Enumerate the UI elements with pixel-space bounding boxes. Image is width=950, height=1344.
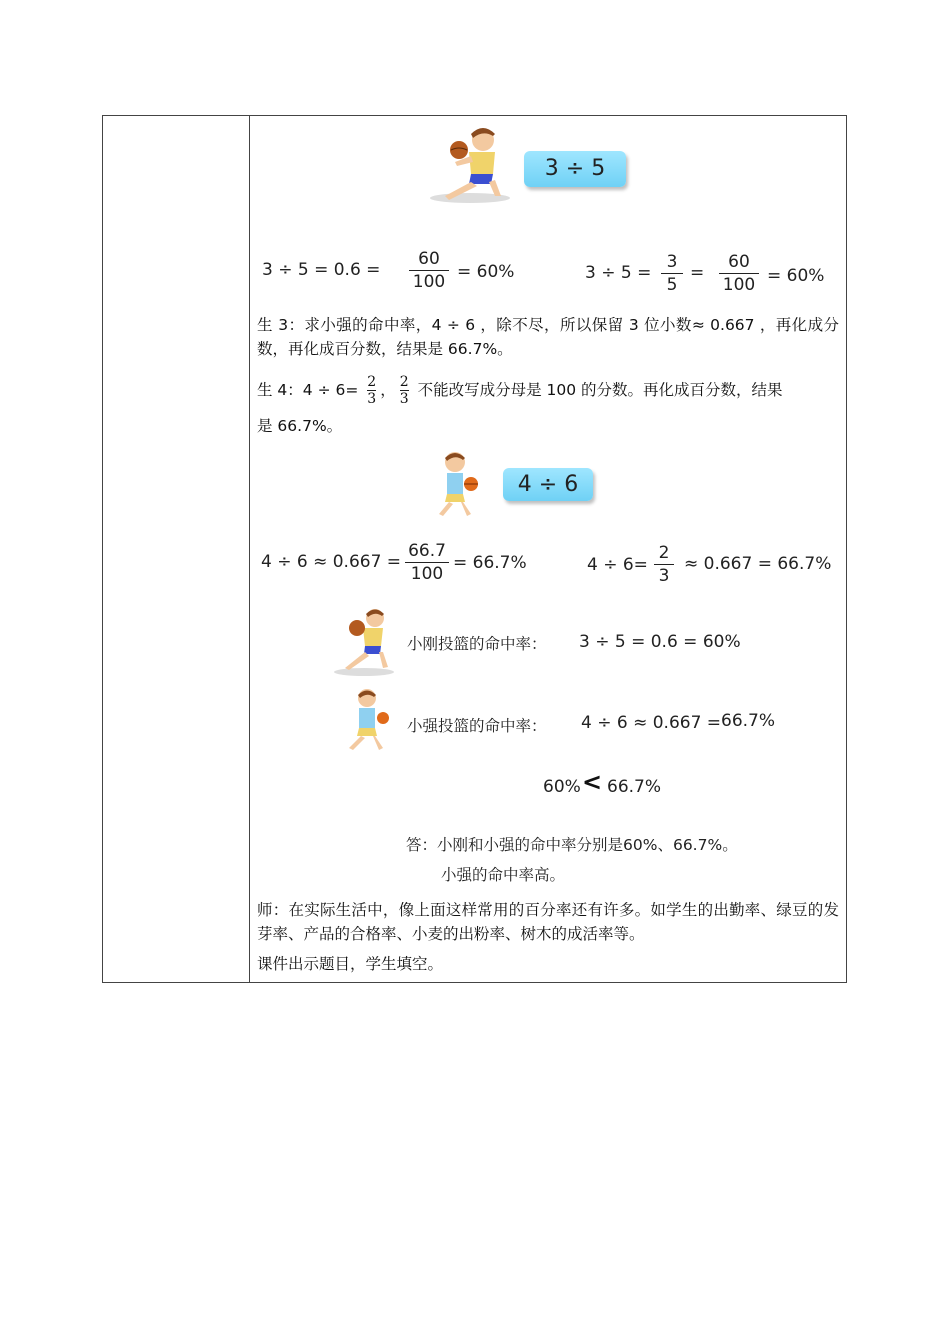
compare-right: 66.7% [607,777,662,797]
denominator: 100 [722,275,756,295]
numerator: 2 [658,543,670,563]
comma: ， [380,381,396,399]
xiaogang-calc: 3 ÷ 5 = 0.6 = 60% [579,632,741,652]
numerator: 2 [399,374,409,390]
numerator: 60 [418,249,440,269]
student3-paragraph: 生 3：求小强的命中率，4 ÷ 6 ，除不尽，所以保留 3 位小数≈ 0.667 ，再化成分数，再化成百分数，结果是 66.7%。 [257,316,839,358]
fraction-bar [405,562,449,563]
fraction-2-3-second [400,374,409,407]
calc-right-part1: 3 ÷ 5 = [585,263,652,283]
basketball-player-standing-illustration [423,448,483,520]
calc-left-result: = 60% [457,262,515,282]
fraction-bar [661,273,683,274]
expression-text: 3 ÷ 5 [544,156,606,181]
expression-text: 4 ÷ 6 [517,472,579,497]
calc-right-result: = 60% [767,266,825,286]
teacher-paragraph: 师：在实际生活中，像上面这样常用的百分率还有许多。如学生的出勤率、绿豆的发芽率、产品的合格率、小麦的出粉率、树木的成活率等。 [257,901,839,943]
compare-left: 60% [543,777,581,797]
xiaoqiang-calc: 4 ÷ 6 ≈ 0.667 = [581,713,722,733]
numerator: 66.7 [408,541,446,561]
numerator: 3 [666,252,678,272]
fraction-2-3 [367,374,376,407]
basketball-player-dribbling-illustration [425,122,515,204]
calc2-right-part1: 4 ÷ 6= [587,555,648,575]
courseware-note: 课件出示题目，学生填空。 [257,955,444,973]
expression-box-3-div-5 [524,151,626,187]
student4-text-b: 不能改写成分母是 100 的分数。再化成百分数，结果 [417,381,783,399]
numerator: 2 [367,374,377,390]
fraction-66-7-100 [405,541,449,584]
denominator: 3 [367,391,377,407]
fraction-bar [654,564,674,565]
denominator: 100 [410,564,444,584]
xiaoqiang-label: 小强投篮的命中率： [407,717,547,735]
student4-text-c: 是 66.7%。 [257,417,343,435]
xiaogang-player-icon [331,604,397,676]
answer-line-1: 答：小刚和小强的命中率分别是60%、66.7%。 [406,836,738,854]
xiaoqiang-result: 66.7% [721,711,776,731]
expression-box-4-div-6 [503,468,593,501]
fraction-60-100-right [719,252,759,295]
equals-sign: = [690,263,705,283]
student4-paragraph [257,368,839,412]
less-than-sign: < [582,768,603,796]
denominator: 100 [412,272,446,292]
fraction-3-5 [661,252,683,295]
fraction-bar [409,270,449,271]
denominator: 5 [666,275,678,295]
calc2-right-result: ≈ 0.667 = 66.7% [684,554,832,574]
student4-text-a: 生 4：4 ÷ 6= [257,381,359,399]
xiaoqiang-player-icon [337,686,395,754]
denominator: 3 [658,566,670,586]
numerator: 60 [728,252,750,272]
calc2-left-part1: 4 ÷ 6 ≈ 0.667 = [261,552,402,572]
xiaogang-label: 小刚投篮的命中率： [407,635,547,653]
denominator: 3 [399,391,409,407]
calc2-left-result: = 66.7% [453,553,527,573]
fraction-2-3-row2 [654,543,674,586]
fraction-bar [719,273,759,274]
column-divider [249,116,250,982]
answer-line-2: 小强的命中率高。 [441,866,566,884]
fraction-60-100 [409,249,449,292]
calc-left-part1: 3 ÷ 5 = 0.6 = [262,260,381,280]
